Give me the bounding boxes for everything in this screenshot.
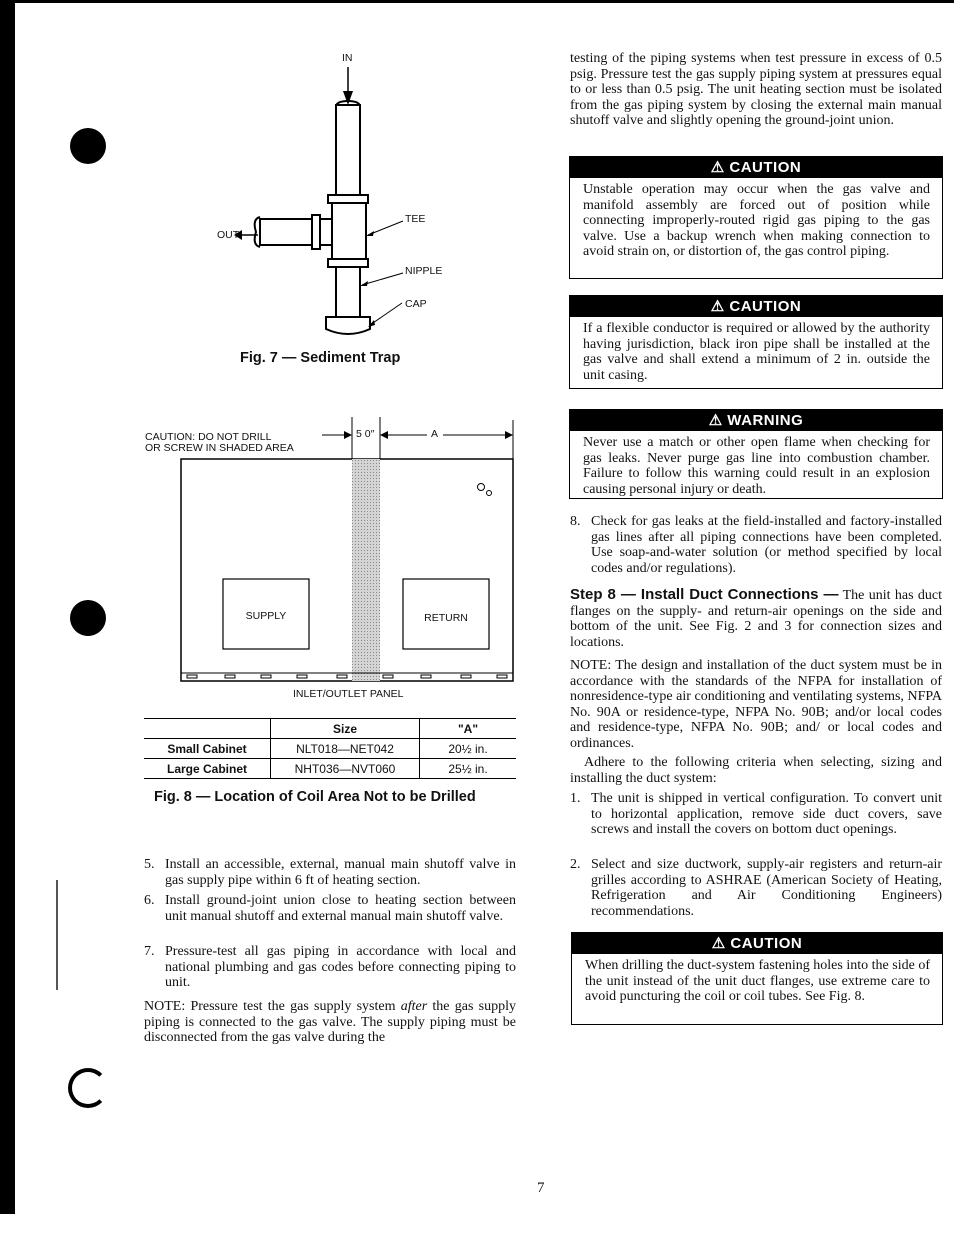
caution-header: ⚠ CAUTION [570,296,942,317]
label-out: OUT [217,229,240,241]
scan-mark [56,880,58,990]
list-item [570,857,942,921]
warning-text: Never use a match or other open flame when checking for gas leaks. Never purge gas line into combustion chamber. Failure to follow this warning could result in an explosion causing personal injury or death. [583,435,930,497]
caution-text: If a flexible conductor is required or allowed by the authority having jurisdiction, black iron pipe shall be installed at the gas valve and shall extend a minimum of 2 in. outside the unit casing. [583,321,930,383]
table-cell: Small Cabinet [144,739,271,759]
figure-7-caption: Fig. 7 — Sediment Trap [240,350,401,366]
list-text: Pressure-test all gas piping in accordance with local and national plumbing and gas codes before connecting piping to unit. [165,944,516,991]
caution-text: When drilling the duct-system fastening holes into the side of the unit instead of the unit duct flanges, use extreme care to avoid puncturing the coil or coil tubes. See Fig. 8. [585,958,930,1005]
list-number: 1. [570,791,581,806]
table-header-cell: Size [271,719,420,739]
caution-box [569,295,943,389]
note-duct-design: NOTE: The design and installation of the duct system must be in accordance with the standards of the NFPA for installation of nonresidence-type air conditioning and ventilating systems, NFPA No. 90A or residence-type, NFPA No. 90B; and/or local codes and residence-type, NFPA No. 90B; and/ or local codes and ordinances. [570,658,942,751]
list-text: The unit is shipped in vertical configuration. To convert unit to horizontal application, remove side duct covers, save screws and install the covers on bottom duct openings. [591,791,942,838]
list-item [570,514,942,578]
table-cell: NLT018—NET042 [271,739,420,759]
step-8-text: The unit has duct flanges on the supply- and return-air openings on the side and bottom of the unit. See Fig. 2 and 3 for connection sizes and locations. [570,588,942,650]
caution-header: ⚠ CAUTION [572,933,942,954]
table-row [144,739,516,759]
note-text: the gas supply piping is connected to the gas valve. The supply piping must be disconnected from the gas valve during the [144,999,516,1046]
table-cell: 25½ in. [420,759,517,779]
drill-caution-line1: CAUTION: DO NOT DRILL [145,431,272,443]
list-item [144,944,516,994]
caution-header: ⚠ CAUTION [570,157,942,178]
table-cell: 20½ in. [420,739,517,759]
label-nipple: NIPPLE [405,265,443,277]
table-cell: Large Cabinet [144,759,271,779]
list-number: 7. [144,944,155,959]
panel-label: INLET/OUTLET PANEL [293,688,404,700]
note-pressure-test [144,999,516,1046]
list-text: Install ground-joint union close to heating section between unit manual shutoff and external manual main shutoff valve. [165,893,516,924]
table-row [144,759,516,779]
punch-hole [70,128,106,164]
label-tee: TEE [405,213,426,225]
caution-box [571,932,943,1025]
label-cap: CAP [405,298,427,310]
drill-caution-line2: OR SCREW IN SHADED AREA [145,442,294,454]
caution-text: Unstable operation may occur when the gas valve and manifold assembly are forced out of position while connecting improperly-routed rigid gas piping to the gas valve. Use a backup wrench when making connection to avoid strain on, or distortion of, the gas control piping. [583,182,930,260]
cabinet-size-table [144,718,516,779]
list-number: 6. [144,893,155,908]
list-text: Check for gas leaks at the field-installed and factory-installed gas lines after all piping connections have been completed. Use soap-and-water solution (or method specified by local codes and/or regulations). [591,514,942,576]
warning-box [569,409,943,499]
dim-5-inch: 5 0″ [356,428,375,440]
list-number: 5. [144,857,155,872]
label-in: IN [342,52,353,64]
return-label: RETURN [424,612,468,624]
list-item [144,857,516,891]
note-emphasis: after [400,999,428,1014]
note-text: NOTE: Pressure test the gas supply system [144,999,401,1014]
dim-a: A [431,428,439,440]
punch-hole-partial [68,1068,108,1108]
list-item [144,893,516,943]
supply-label: SUPPLY [245,610,287,622]
list-text: Install an accessible, external, manual main shutoff valve in gas supply pipe within 6 ft of heating section. [165,857,516,888]
step-8-paragraph [570,587,942,650]
warning-header: ⚠ WARNING [570,410,942,431]
list-item [570,791,942,855]
list-text: Select and size ductwork, supply-air registers and return-air grilles according to ASHRAE (American Society of Heating, Refrigeration and Air Conditioning Engineers) recommendations. [591,857,942,919]
caution-box [569,156,943,279]
list-number: 8. [570,514,581,529]
adhere-paragraph: Adhere to the following criteria when selecting, sizing and installing the duct system: [570,755,942,786]
coil-area-diagram [175,415,525,690]
page-number: 7 [537,1180,545,1196]
intro-paragraph: testing of the piping systems when test pressure in excess of 0.5 psig. Pressure test the gas supply piping system at pressures equal to or less than 0.5 psig. The unit heating section must be isolated from the gas piping system by closing the external main manual shutoff valve and slightly opening the ground-joint union. [570,51,942,129]
table-cell: NHT036—NVT060 [271,759,420,779]
list-number: 2. [570,857,581,872]
left-binding-bar [0,0,15,1214]
figure-8-caption: Fig. 8 — Location of Coil Area Not to be Drilled [154,789,476,805]
table-header-cell [144,719,271,739]
punch-hole [70,600,106,636]
top-border-line [15,0,954,3]
table-header-cell: "A" [420,719,517,739]
table-header-row [144,719,516,739]
step-8-heading: Step 8 — Install Duct Connections — [570,586,839,603]
